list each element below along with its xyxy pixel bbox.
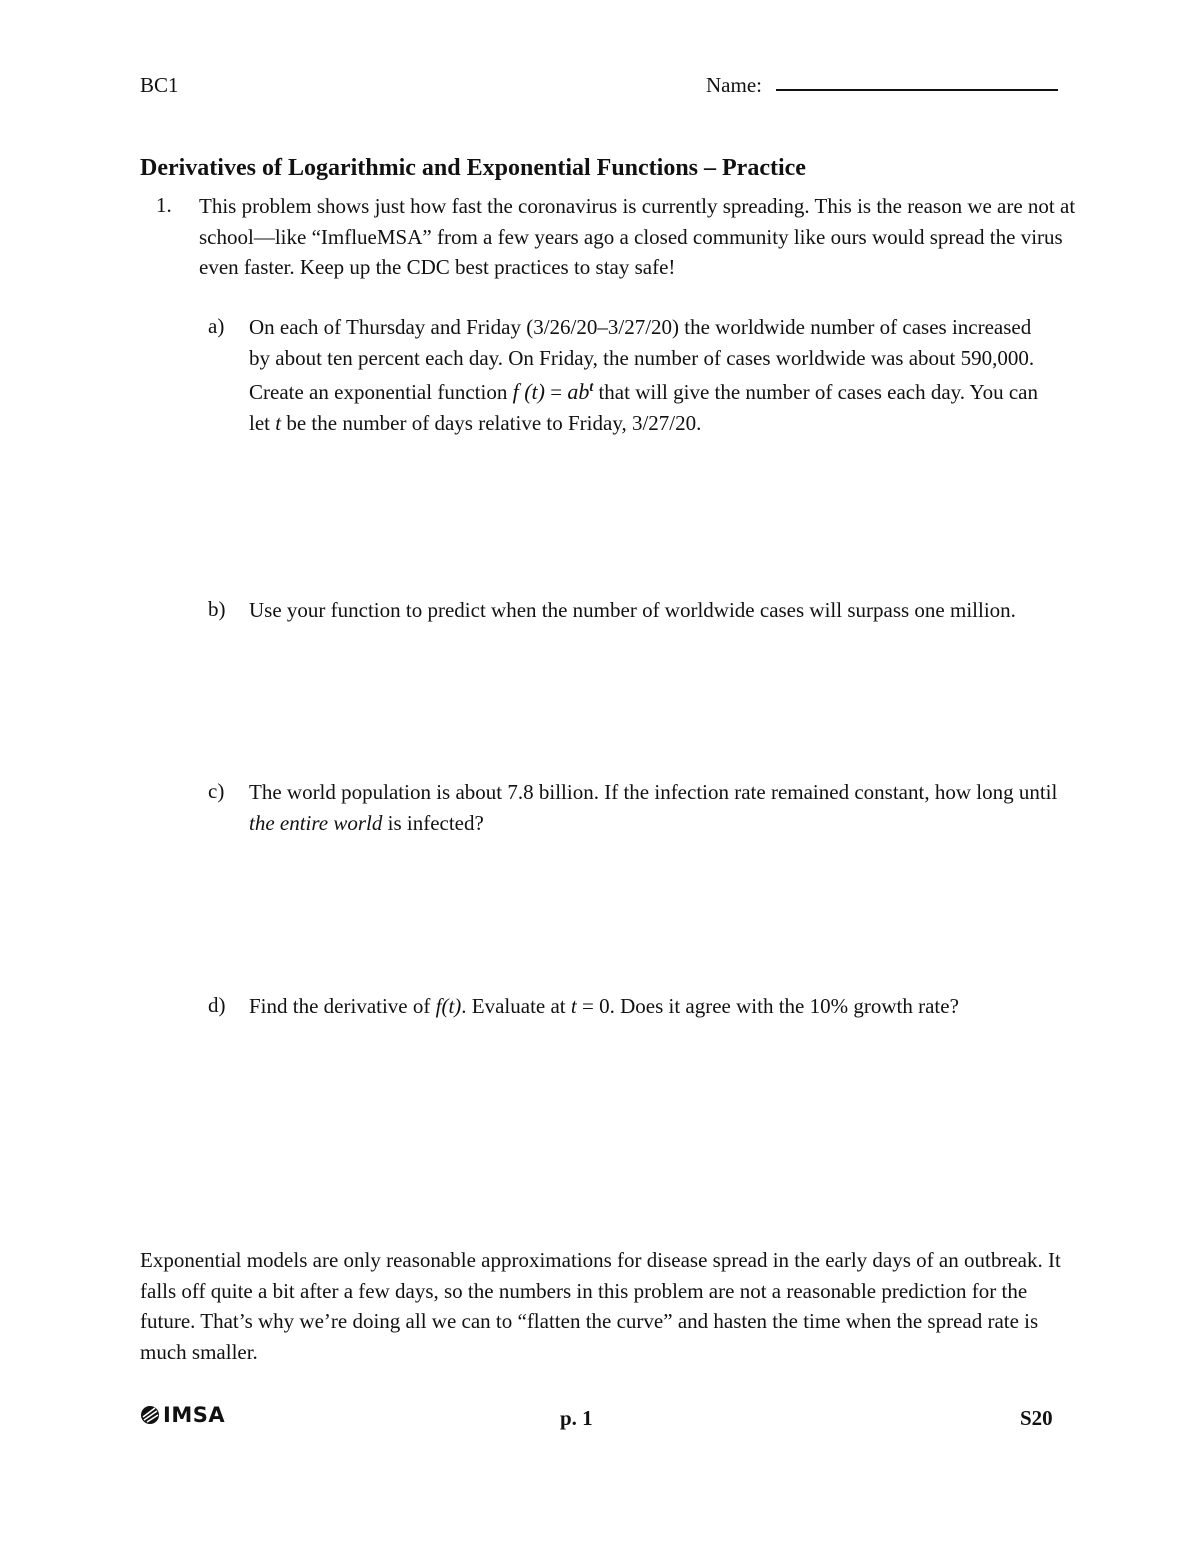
imsa-logo (140, 1403, 225, 1427)
part-c-text-2: is infected? (387, 810, 484, 835)
part-c-text (249, 777, 1069, 838)
part-d-text-2: . Evaluate at (461, 994, 566, 1018)
formula-equals: = (550, 380, 563, 404)
part-b-text: Use your function to predict when the number of worldwide cases will surpass one million. (249, 598, 1016, 622)
part-b-label: b) (208, 597, 226, 621)
part-d-text-3: = 0. Does it agree with the 10% growth rate? (582, 994, 959, 1018)
part-a-label: a) (208, 314, 225, 338)
imsa-globe-icon (140, 1405, 160, 1425)
name-blank-line (776, 89, 1058, 91)
part-d-function: f(t) (435, 994, 462, 1018)
part-c-text-1: The world population is about 7.8 billion. If the infection rate remained constant, how long until (249, 780, 1058, 804)
formula-exponent: t (589, 380, 594, 395)
part-d-label: d) (208, 993, 226, 1017)
part-a-text-3: be the number of days relative to Friday, 3/27/20. (286, 410, 702, 435)
worksheet-title: Derivatives of Logarithmic and Exponential Functions – Practice (140, 155, 806, 181)
problem-number: 1. (156, 193, 172, 217)
part-d-var-t: t (570, 994, 577, 1018)
part-a-var-t: t (275, 410, 282, 435)
name-label: Name: (706, 73, 762, 97)
part-a-text-1: On each of Thursday and Friday (3/26/20–3/27/20) the worldwide number of cases increased by about ten percent each day. On Friday, the number of cases worldwide was about 590,000. Create an exponential function (249, 315, 1035, 404)
formula-lhs: f (t) (512, 379, 545, 404)
logo-text: IMSA (163, 1403, 226, 1427)
part-d-text-1: Find the derivative of (249, 994, 431, 1018)
part-a-text-2: that will give the number of cases each day. You can let (249, 380, 1038, 435)
closing-paragraph: Exponential models are only reasonable approximations for disease spread in the early days of an outbreak. It falls off quite a bit after a few days, so the numbers in this problem are not a reasonable prediction for the future. That’s why we’re doing all we can to “flatten the curve” and hasten the time when the spread rate is much smaller. (140, 1248, 1061, 1364)
part-d-text (249, 991, 1089, 1022)
problem-intro: This problem shows just how fast the coronavirus is currently spreading. This is the reason we are not at school—like “ImflueMSA” from a few years ago a closed community like ours would spread the virus even faster. Keep up the CDC best practices to stay safe! (199, 194, 1076, 279)
course-code: BC1 (140, 73, 179, 97)
part-c-emphasis: the entire world (249, 810, 383, 835)
part-c-label: c) (208, 779, 225, 803)
term-code: S20 (1020, 1406, 1053, 1430)
page-number: p. 1 (560, 1406, 593, 1430)
part-a-text (249, 312, 1049, 438)
formula-base: ab (567, 379, 590, 404)
